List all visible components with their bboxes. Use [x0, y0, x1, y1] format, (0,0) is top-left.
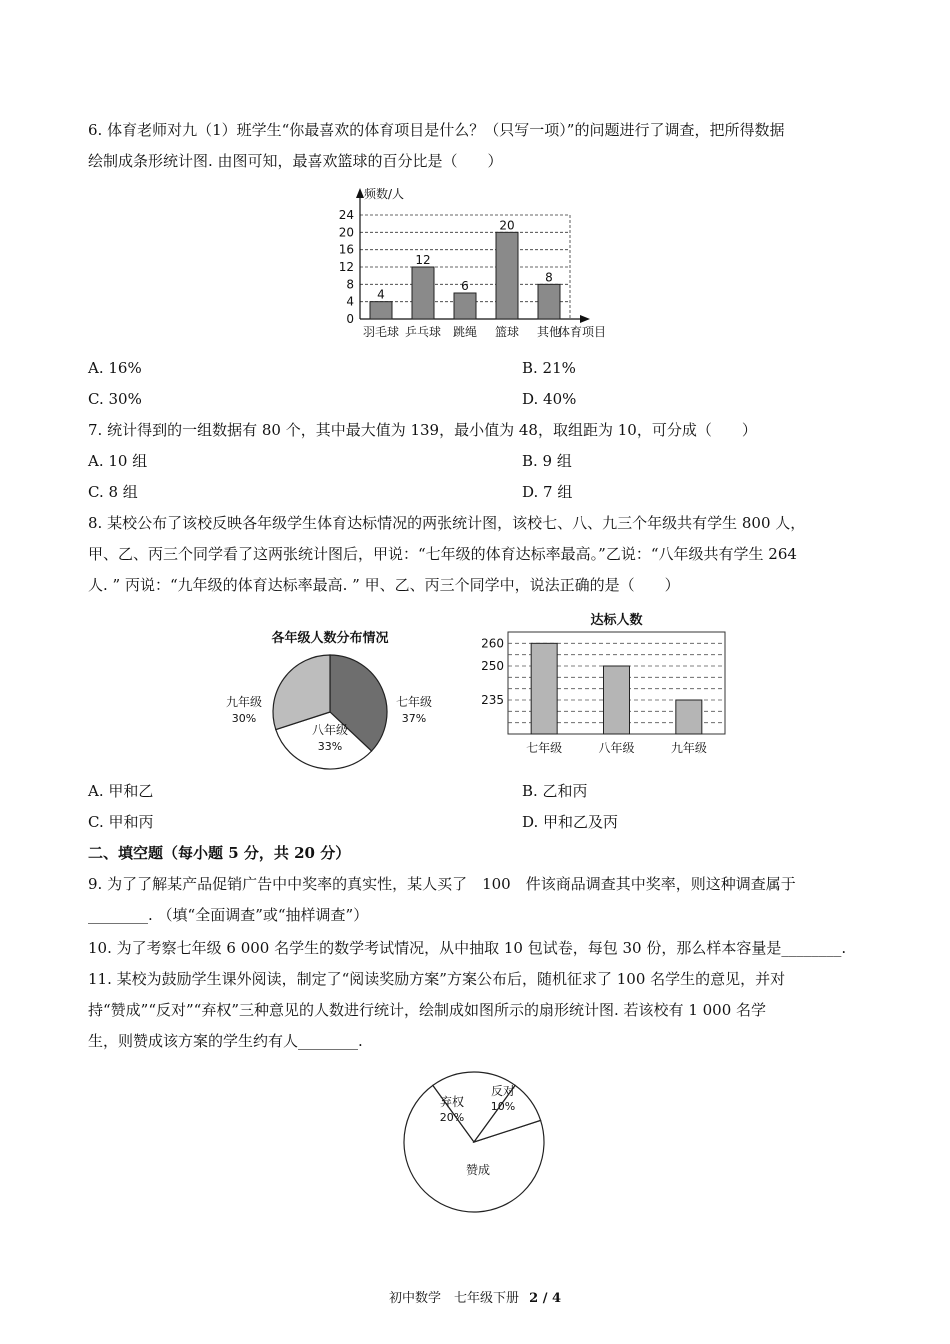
- bar-value-label: 12: [415, 253, 431, 267]
- y-tick-label: 250: [481, 659, 504, 673]
- q8-option-d[interactable]: D. 甲和乙及丙: [522, 813, 619, 831]
- bar: [370, 302, 392, 319]
- bar: [496, 232, 518, 319]
- bar: [604, 666, 630, 734]
- q7-line1: 7. 统计得到的一组数据有 80 个，其中最大值为 139，最小值为 48，取组距为 10，可分成（ ）: [88, 421, 757, 439]
- q6-line1: 6. 体育老师对九（1）班学生“你最喜欢的体育项目是什么？（只写一项）”的问题进行了调查，把所得数据: [88, 121, 785, 139]
- bar-value-label: 6: [461, 279, 469, 293]
- q9-line1: 9. 为了了解某产品促销广告中中奖率的真实性，某人买了 100 件该商品调查其中奖率，则这种调查属于: [88, 875, 796, 893]
- q9-line2: ________. （填“全面调查”或“抽样调查”）: [88, 906, 369, 924]
- bar: [676, 700, 702, 734]
- q8-option-c[interactable]: C. 甲和丙: [88, 813, 154, 831]
- q11-pie-chart: [390, 1066, 565, 1216]
- bar: [531, 643, 557, 734]
- pie-slice-percent: 37%: [401, 712, 427, 725]
- q7-option-c[interactable]: C. 8 组: [88, 483, 138, 501]
- q8-pie-chart: [210, 622, 460, 772]
- x-tick-label: 其他: [536, 325, 562, 339]
- bar-value-label: 20: [499, 218, 515, 233]
- q6-line2: 绘制成条形统计图. 由图可知，最喜欢篮球的百分比是（ ）: [88, 152, 503, 170]
- pie-slice-percent: 33%: [317, 740, 343, 753]
- bar: [454, 293, 476, 319]
- q7-option-a[interactable]: A. 10 组: [88, 452, 148, 470]
- pie-slice-percent: 20%: [439, 1111, 465, 1124]
- x-tick-label: 篮球: [494, 325, 520, 339]
- y-tick-label: 260: [481, 636, 504, 651]
- x-tick-label: 跳绳: [452, 325, 478, 339]
- bar-chart-title: 达标人数: [590, 613, 643, 628]
- q6-bar-chart: [320, 180, 640, 345]
- y-axis-arrow: [356, 188, 364, 198]
- q8-option-a[interactable]: A. 甲和乙: [88, 782, 154, 800]
- q8-line1: 8. 某校公布了该校反映各年级学生体育达标情况的两张统计图，该校七、八、九三个年级共有学生 800 人，: [88, 514, 806, 532]
- pie-slice-label: 九年级: [225, 695, 263, 709]
- q11-line3: 生，则赞成该方案的学生约有人________.: [88, 1032, 363, 1050]
- y-tick-label: 20: [338, 225, 354, 240]
- pie-title: 各年级人数分布情况: [271, 631, 389, 646]
- page-footer: [0, 1287, 950, 1306]
- page-number: 2 / 4: [529, 1291, 562, 1306]
- x-tick-label: 七年级: [526, 741, 563, 755]
- x-tick-label: 八年级: [598, 741, 635, 755]
- pie-slice-label: 赞成: [465, 1163, 491, 1177]
- y-tick-label: 0: [346, 312, 354, 326]
- q8-bar-chart: [470, 608, 730, 770]
- q6-option-a[interactable]: A. 16%: [88, 359, 142, 377]
- q6-option-c[interactable]: C. 30%: [88, 390, 142, 408]
- q6-option-b[interactable]: B. 21%: [522, 359, 576, 377]
- q6-option-d[interactable]: D. 40%: [522, 390, 577, 408]
- bar-value-label: 8: [545, 270, 553, 285]
- q8-line3: 人. ” 丙说：“九年级的体育达标率最高. ” 甲、乙、丙三个同学中，说法正确的是（ ）: [88, 576, 680, 594]
- y-tick-label: 8: [346, 277, 354, 292]
- pie-slice-percent: 30%: [231, 712, 257, 725]
- y-axis-label: 频数/人: [364, 187, 405, 201]
- footer-subject: 初中数学 七年级下册: [388, 1291, 519, 1306]
- pie-slice-label: 七年级: [395, 695, 433, 709]
- y-tick-label: 235: [481, 693, 504, 707]
- bar: [538, 284, 560, 319]
- bar-value-label: 4: [377, 287, 385, 302]
- x-axis-arrow: [580, 315, 590, 323]
- q8-option-b[interactable]: B. 乙和丙: [522, 782, 588, 800]
- pie-slice-percent: 10%: [490, 1100, 516, 1113]
- pie-slice-label: 反对: [490, 1084, 516, 1098]
- pie-slice-label: 弃权: [439, 1095, 465, 1109]
- q7-option-b[interactable]: B. 9 组: [522, 452, 572, 470]
- q11-line1: 11. 某校为鼓励学生课外阅读，制定了“阅读奖励方案”方案公布后，随机征求了 100 名学生的意见，并对: [88, 970, 786, 988]
- pie-slice-label: 八年级: [311, 723, 349, 737]
- q7-option-d[interactable]: D. 7 组: [522, 483, 573, 501]
- y-tick-label: 4: [346, 294, 354, 309]
- y-tick-label: 16: [338, 242, 354, 257]
- x-axis-label: 体育项目: [557, 325, 607, 339]
- x-tick-label: 九年级: [670, 741, 707, 755]
- q8-line2: 甲、乙、丙三个同学看了这两张统计图后，甲说：“七年级的体育达标率最高。”乙说：“八年级共有学生 264: [88, 545, 797, 563]
- q11-line2: 持“赞成”“反对”“弃权”三种意见的人数进行统计，绘制成如图所示的扇形统计图. 若该校有 1 000 名学: [88, 1001, 767, 1019]
- y-tick-label: 12: [338, 260, 354, 274]
- x-tick-label: 羽毛球: [362, 325, 400, 339]
- x-tick-label: 乒乓球: [404, 325, 442, 339]
- q10-line1: 10. 为了考察七年级 6 000 名学生的数学考试情况，从中抽取 10 包试卷，每包 30 份，那么样本容量是________.: [88, 939, 847, 957]
- y-tick-label: 24: [338, 208, 354, 222]
- bar: [412, 267, 434, 319]
- section-title: 二、填空题（每小题 5 分，共 20 分）: [88, 844, 351, 862]
